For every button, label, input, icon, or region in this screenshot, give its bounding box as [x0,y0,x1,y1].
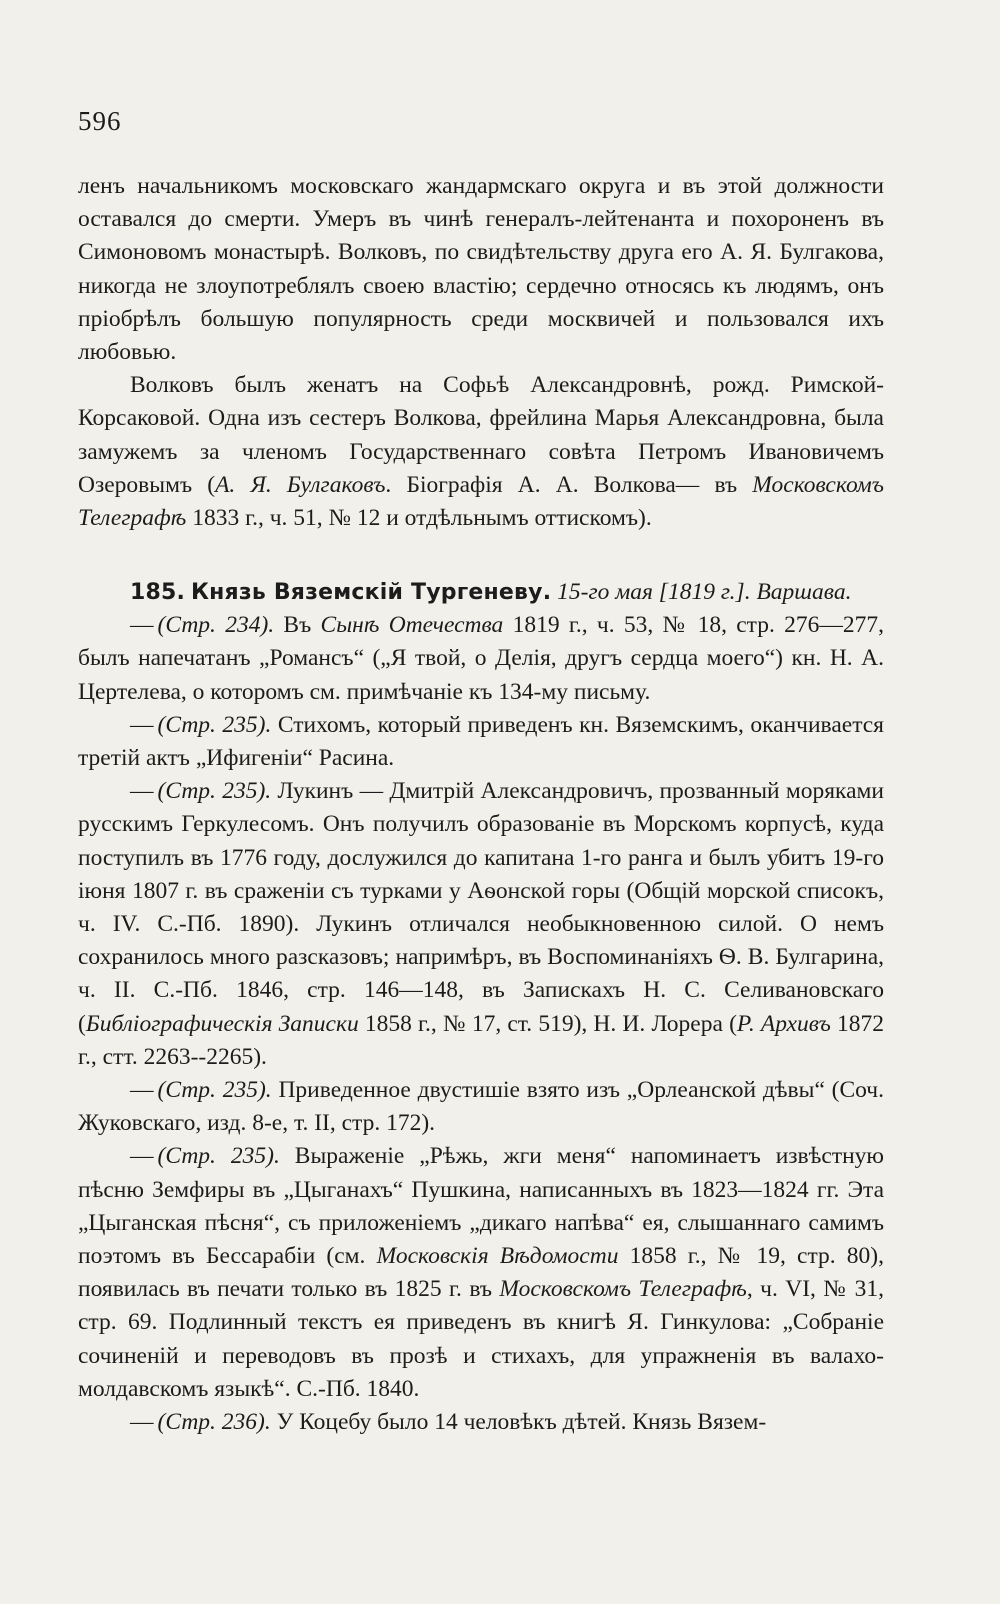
note-page-236 [78,1406,884,1439]
dash: — [130,778,154,805]
paragraph-text: 1872 г., стт. 2263--2265). [78,1010,885,1070]
italic-journal-title: Р. Архивъ [736,1010,831,1037]
letter-title: Князь Вяземскій Тургеневу. [190,580,552,605]
italic-journal-title: Сынѣ Отечества [320,612,504,639]
note-page-235-verse [78,709,884,775]
paragraph-text: ленъ начальникомъ московскаго жандармскаго округа и въ этой должности оставался до смерти. Умеръ въ чинѣ генералъ-лейтенанта и похороненъ въ Симоновомъ монастырѣ. Волковъ, по свидѣтельству друга его А. Я. Булгакова, никогда не злоупотреблялъ своею властію; сердечно относясь къ людямъ, онъ пріобрѣлъ большую популярность среди москвичей и пользовался ихъ любовью. [78,173,884,366]
note-page-235-couplet [78,1074,884,1140]
paragraph-text: 1819 г., ч. 53, № 18, стр. 276—277, былъ напечатанъ „Романсъ“ („Я твой, о Делія, другъ сердца моего“) кн. Н. А. Цертелева, о которомъ см. примѣчаніе къ 134-му письму. [78,612,884,705]
dash: — [130,612,154,639]
paragraph-text: Волковъ былъ женатъ на Софьѣ Александровнѣ, рожд. Римской-Корсаковой. Одна изъ сестеръ Волкова, фрейлина Марья Александровна, была замужемъ за членомъ Государственнаго совѣта Петромъ Ивановичемъ Озеровымъ ( [78,372,884,498]
paragraph-text: Приведенное двустишіе взято изъ „Орлеанской дѣвы“ (Соч. Жуковскаго, изд. 8-е, т. II, стр. 172). [78,1077,884,1137]
paragraph-text: Выраженіе „Рѣжь, жги меня“ напоминаетъ извѣстную пѣсню Земфиры въ „Цыганахъ“ Пушкина, написанныхъ въ 1823—1824 гг. Эта „Цыганская пѣсня“, съ приложеніемъ „дикаго напѣва“ ея, слышаннаго самимъ поэтомъ въ Бессарабіи (см. [78,1143,884,1270]
letter-date-place: 15-го мая [1819 г.]. Варшава. [557,579,852,605]
paragraph-text: 1858 г., № 17, ст. 519), Н. И. Лорера ( [358,1010,737,1037]
italic-journal-title: Московскомъ Телеграфѣ [499,1276,747,1303]
italic-journal-title: Московскомъ Телеграфѣ [78,471,885,532]
letter-heading [78,576,884,609]
italic-journal-title: Московскія Вѣдомости [376,1243,619,1270]
paragraph-text: Лукинъ — Дмитрій Александровичъ, прозванный моряками русскимъ Геркулесомъ. Онъ получилъ образованіе въ Морскомъ корпусѣ, куда поступилъ въ 1776 году, дослужился до капитана 1-го ранга и былъ убитъ 19-го іюня 1807 г. въ сраженіи съ турками у Аѳонской горы (Общій морской списокъ, ч. IV. С.-Пб. 1890). Лукинъ отличался необыкновенною силой. О немъ сохранилось много разсказовъ; напримѣръ, въ Воспоминаніяхъ Ѳ. В. Булгарина, ч. II. С.-Пб. 1846, стр. 146—148, въ Запискахъ Н. С. Селивановскаго ( [78,778,884,1037]
paragraph-volkov-career [78,170,884,369]
paragraph-text: , ч. VI, № 31, стр. 69. Подлинный текстъ ея приведенъ въ книгѣ Я. Гинкулова: „Собраніе сочиненій и переводовъ въ прозѣ и стихахъ, для упражненія въ валахо-молдавскомъ языкѣ“. С.-Пб. 1840. [78,1276,884,1402]
note-page-235-lukin [78,775,884,1074]
paragraph-text: 1833 г., ч. 51, № 12 и отдѣльнымъ оттискомъ). [186,505,652,532]
paragraph-text: 1858 г., № 19, стр. 80), появилась въ печати только въ 1825 г. въ [78,1243,884,1303]
continued-note-text [78,170,884,535]
note-page-234 [78,609,884,709]
dash: — [130,1077,154,1104]
paragraph-text: Стихомъ, который приведенъ кн. Вяземскимъ, оканчивается третій актъ „Ифигеніи“ Расина. [78,711,884,772]
page-number: 596 [78,106,122,136]
page-reference: (Стр. 234). [157,612,275,639]
italic-author: А. Я. Булгаковъ [215,471,386,498]
italic-journal-title: Библіографическія Записки [85,1010,359,1037]
note-page-235-song [78,1140,884,1406]
page-reference: (Стр. 236). [157,1409,271,1436]
paragraph-text: У Коцебу было 14 человѣкъ дѣтей. Князь Вязем- [270,1409,767,1436]
paragraph-text: . Біографія А. А. Волкова— въ [385,471,753,498]
letter-number: 185. [130,580,186,605]
dash: — [130,711,154,738]
page-reference: (Стр. 235). [157,711,272,738]
letter-185-notes [78,576,884,1439]
page-reference: (Стр. 235). [157,778,272,805]
paragraph-text: Въ [274,612,321,639]
dash: — [130,1143,154,1170]
paragraph-volkov-family [78,369,884,535]
page-reference: (Стр. 235). [157,1143,280,1170]
page-reference: (Стр. 235). [157,1077,272,1104]
dash: — [130,1409,154,1436]
